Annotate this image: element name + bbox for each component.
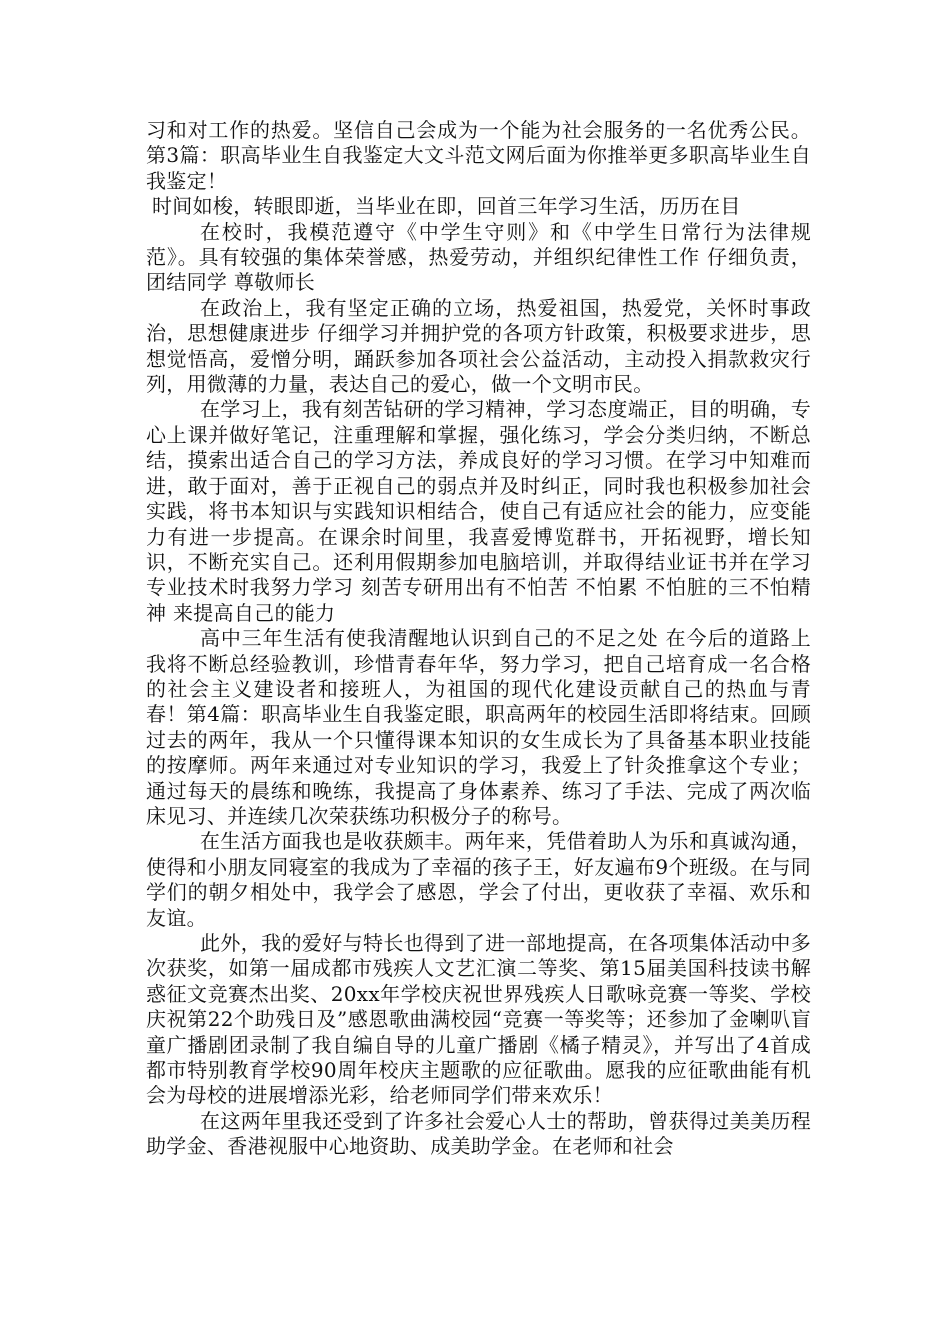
paragraph: 时间如梭，转眼即逝，当毕业在即，回首三年学习生活，历历在目 [152, 194, 741, 219]
paragraph: 在生活方面我也是收获颇丰。两年来，凭借着助人为乐和真诚沟通，使得和小朋友同寝室的我成为了幸福的孩子王，好友遍布9个班级。在与同学们的朝夕相处中，我学会了感恩，学会了付出，更收获了幸福、欢乐和友谊。 [146, 829, 811, 930]
paragraph: 习和对工作的热爱。坚信自己会成为一个能为社会服务的一名优秀公民。第3篇：职高毕业生自我鉴定大文斗范文网后面为你推举更多职高毕业生自我鉴定！ [146, 118, 811, 193]
document-body [146, 118, 811, 1160]
paragraph: 此外，我的爱好与特长也得到了进一部地提高，在各项集体活动中多次获奖，如第一届成都市残疾人文艺汇演二等奖、第15届美国科技读书解惑征文竞赛杰出奖、20xx年学校庆祝世界残疾人日歌咏竞赛一等奖、学校庆祝第22个助残日及”感恩歌曲满校园“竞赛一等奖等；还参加了金喇叭盲童广播剧团录制了我自编自导的儿童广播剧《橘子精灵》，并写出了4首成都市特别教育学校90周年校庆主题歌的应征歌曲。愿我的应征歌曲能有机会为母校的进展增添光彩，给老师同学们带来欢乐！ [146, 931, 811, 1108]
paragraph: 在学习上，我有刻苦钻研的学习精神，学习态度端正，目的明确，专心上课并做好笔记，注重理解和掌握，强化练习，学会分类归纳，不断总结，摸索出适合自己的学习方法，养成良好的学习习惯。在学习中知难而进，敢于面对，善于正视自己的弱点并及时纠正，同时我也积极参加社会实践，将书本知识与实践知识相结合，使自己有适应社会的能力，应变能力有进一步提高。在课余时间里，我喜爱博览群书，开拓视野，增长知识，不断充实自己。还利用假期参加电脑培训，并取得结业证书并在学习专业技术时我努力学习 刻苦专研用出有不怕苦 不怕累 不怕脏的三不怕精神 来提高自己的能力 [146, 397, 811, 625]
paragraph: 在政治上，我有坚定正确的立场，热爱祖国，热爱党，关怀时事政治，思想健康进步 仔细学习并拥护党的各项方针政策，积极要求进步，思想觉悟高，爱憎分明，踊跃参加各项社会公益活动，主动投入捐款救灾行列，用微薄的力量，表达自己的爱心，做一个文明市民。 [146, 295, 811, 397]
paragraph: 在这两年里我还受到了许多社会爱心人士的帮助，曾获得过美美历程助学金、香港视服中心地资助、成美助学金。在老师和社会 [146, 1108, 811, 1159]
paragraph: 高中三年生活有使我清醒地认识到自己的不足之处 在今后的道路上我将不断总经验教训，珍惜青春年华，努力学习，把自己培育成一名合格的社会主义建设者和接班人，为祖国的现代化建设贡献自己的热血与青春！第4篇：职高毕业生自我鉴定眼，职高两年的校园生活即将结束。回顾过去的两年，我从一个只懂得课本知识的女生成长为了具备基本职业技能的按摩师。两年来通过对专业知识的学习，我爱上了针灸推拿这个专业；通过每天的晨练和晚练，我提高了身体素养、练习了手法、完成了两次临床见习、并连续几次荣获练功积极分子的称号。 [146, 626, 811, 828]
paragraph: 在校时，我模范遵守《中学生守则》和《中学生日常行为法律规范》。具有较强的集体荣誉感，热爱劳动，并组织纪律性工作 仔细负责，团结同学 尊敬师长 [146, 219, 811, 295]
